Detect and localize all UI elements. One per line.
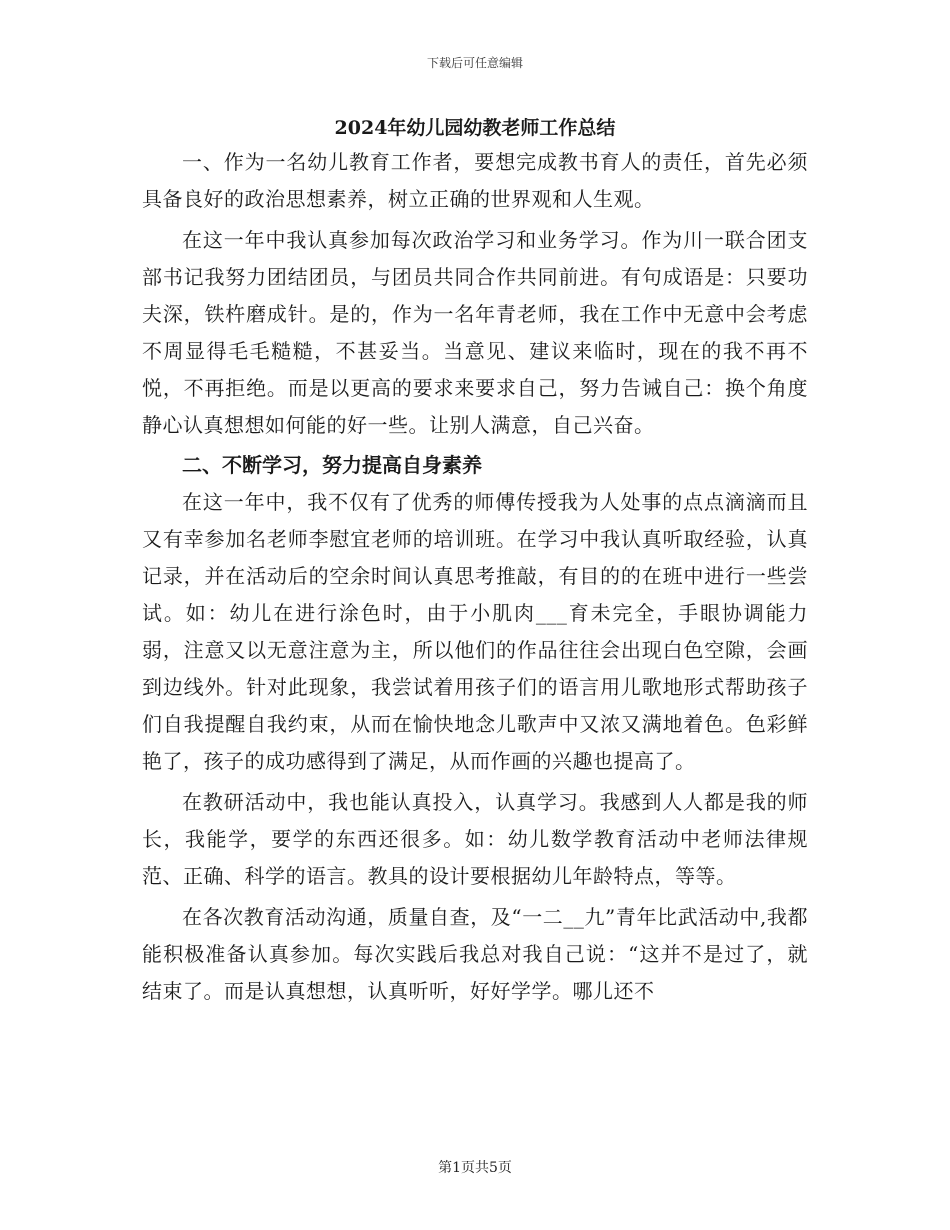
document-title: 2024年幼儿园幼教老师工作总结 xyxy=(334,117,616,139)
header-note: 下载后可任意编辑 xyxy=(426,56,523,70)
page-footer: 第1页共5页 xyxy=(438,1160,512,1176)
paragraph-3: 在这一年中，我不仅有了优秀的师傅传授我为人处事的点点滴滴而且又有幸参加名老师李慰宜老师的培训班。在学习中我认真听取经验，认真记录，并在活动后的空余时间认真思考推敲，有目的的在班中进行一些尝试。如：幼儿在进行涂色时，由于小肌肉___育未完全，手眼协调能力弱，注意又以无意注意为主，所以他们的作品往往会出现白色空隙，会画到边线外。针对此现象，我尝试着用孩子们的语言用儿歌地形式帮助孩子们自我提醒自我约束，从而在愉快地念儿歌声中又浓又满地着色。色彩鲜艳了，孩子的成功感得到了满足，从而作画的兴趣也提高了。 xyxy=(142,490,808,773)
paragraph-1: 一、作为一名幼儿教育工作者，要想完成教书育人的责任，首先必须具备良好的政治思想素养，树立正确的世界观和人生观。 xyxy=(142,150,808,211)
paragraph-2: 在这一年中我认真参加每次政治学习和业务学习。作为川一联合团支部书记我努力团结团员，与团员共同合作共同前进。有句成语是：只要功夫深，铁杵磨成针。是的，作为一名年青老师，我在工作中无意中会考虑不周显得毛毛糙糙，不甚妥当。当意见、建议来临时，现在的我不再不悦，不再拒绝。而是以更高的要求来要求自己，努力告诫自己：换个角度静心认真想想如何能的好一些。让别人满意，自己兴奋。 xyxy=(142,228,808,437)
section-2-heading: 二、不断学习，努力提高自身素养 xyxy=(182,453,482,477)
document-body xyxy=(142,112,808,1010)
paragraph-5: 在各次教育活动沟通，质量自查，及“一二__九”青年比武活动中,我都能积极准备认真参加。每次实践后我总对我自己说：“这并不是过了，就结束了。而是认真想想，认真听听，好好学学。哪儿还不 xyxy=(142,905,808,1003)
paragraph-4: 在教研活动中，我也能认真投入，认真学习。我感到人人都是我的师长，我能学，要学的东西还很多。如：幼儿数学教育活动中老师法律规范、正确、科学的语言。教具的设计要根据幼儿年龄特点，等等。 xyxy=(142,790,808,888)
